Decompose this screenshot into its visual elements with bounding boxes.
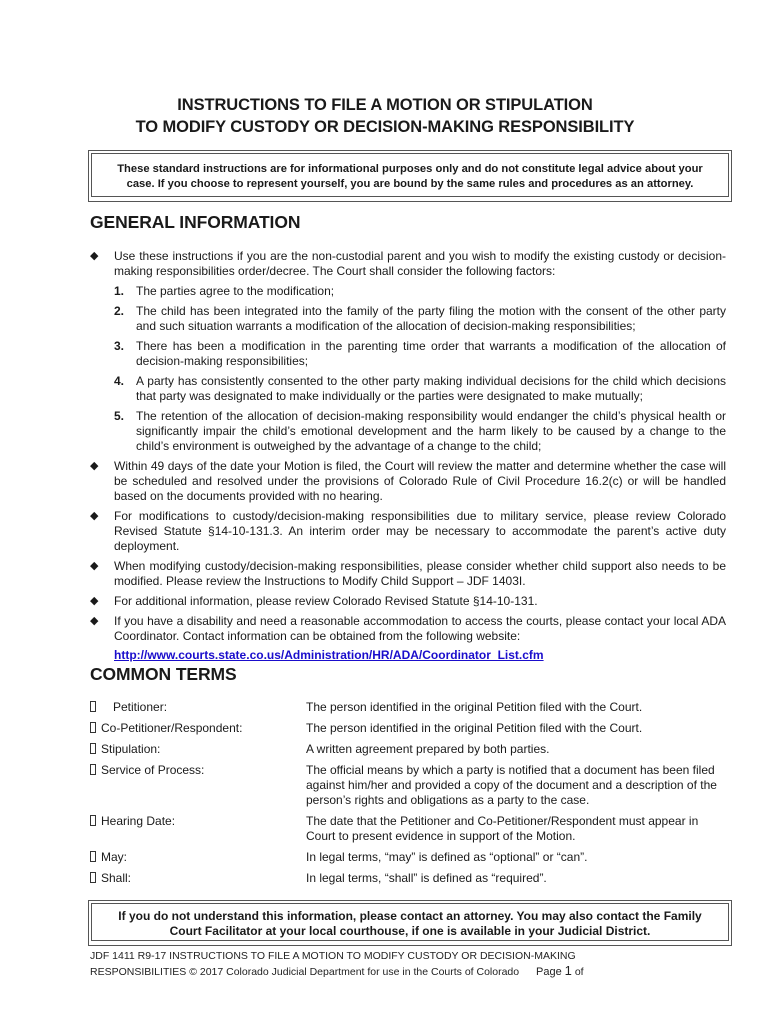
diamond-bullet-icon: ◆ [90,460,99,472]
contact-attorney-box [88,900,732,946]
contact-line-2: Court Facilitator at your local courthouse, if one is available in your Judicial District. [169,924,651,938]
title-line-2: TO MODIFY CUSTODY OR DECISION-MAKING RESPONSIBILITY [135,118,635,136]
diamond-bullet-icon: ◆ [90,510,99,522]
bullet-item: ◆ If you have a disability and need a reasonable accommodation to access the courts, please contact your local ADA Coordinator. Contact information can be obtained from the following website: http://www.courts.state.co.us/Administration/HR/ADA/Coordinator_List.cfm [90,614,726,662]
title-line-1: INSTRUCTIONS TO FILE A MOTION OR STIPULATION [177,96,593,114]
diamond-bullet-icon: ◆ [90,250,99,262]
common-terms-heading: COMMON TERMS [90,664,237,684]
disclaimer-box [88,150,732,202]
contact-line-1: If you do not understand this information, please contact an attorney. You may also contact the Family [118,909,702,923]
checkbox-glyph-icon [90,701,96,712]
bullet-item: ◆ When modifying custody/decision-making responsibilities, please consider whether child support also needs to be modified. Please review the Instructions to Modify Child Support – JDF 1403I. [90,559,726,588]
term-row: Co-Petitioner/Respondent: The person identified in the original Petition filed with the Court. [90,721,730,736]
general-information-heading: GENERAL INFORMATION [90,212,301,232]
term-row: Stipulation: A written agreement prepared by both parties. [90,742,730,757]
factor-item-2: 2. The child has been integrated into the family of the party filing the motion with the consent of the other party and such situation warrants a modification of the allocation of decision-making responsibilities; [114,304,726,333]
factor-item-3: 3. There has been a modification in the parenting time order that warrants a modification of the allocation of decision-making responsibilities; [114,339,726,368]
footer-line-1: JDF 1411 R9-17 INSTRUCTIONS TO FILE A MOTION TO MODIFY CUSTODY OR DECISION-MAKING [90,950,576,962]
disclaimer-line-1: These standard instructions are for informational purposes only and do not constitute legal advice about your [117,163,703,175]
factor-item-4: 4. A party has consistently consented to the other party making individual decisions for the child which decisions that party was designated to make individually or the parties were designated to make mutually; [114,374,726,403]
diamond-bullet-icon: ◆ [90,615,99,627]
term-row: Hearing Date: The date that the Petitioner and Co-Petitioner/Respondent must appear in Court to present evidence in support of the Motion. [90,814,730,844]
factor-item-5: 5. The retention of the allocation of decision-making responsibility would endanger the child’s physical health or significantly impair the child’s emotional development and the harm likely to be caused by a change to the child’s environment is outweighed by the advantage of a change to the child; [114,409,726,453]
checkbox-glyph-icon [90,815,96,826]
bullet-item: ◆ Use these instructions if you are the non-custodial parent and you wish to modify the existing custody or decision-making responsibilities order/decree. The Court shall consider the following factors: [90,249,726,278]
bullet-item: ◆ For modifications to custody/decision-making responsibilities due to military service, please review Colorado Revised Statute §14-10-131.3. An interim order may be necessary to accommodate the parent’s active duty deployment. [90,509,726,553]
diamond-bullet-icon: ◆ [90,560,99,572]
ada-coordinator-link[interactable]: http://www.courts.state.co.us/Administration/HR/ADA/Coordinator_List.cfm [114,648,544,662]
page-number: 1 [564,962,572,978]
diamond-bullet-icon: ◆ [90,595,99,607]
bullet-item: ◆ For additional information, please review Colorado Revised Statute §14-10-131. [90,594,538,608]
checkbox-glyph-icon [90,743,96,754]
page-of: of [574,965,584,978]
general-information-section [90,249,726,668]
checkbox-glyph-icon [90,872,96,883]
term-row: Shall: In legal terms, “shall” is defined as “required”. [90,871,730,886]
checkbox-glyph-icon [90,764,96,775]
checkbox-glyph-icon [90,851,96,862]
factor-item-1: 1. The parties agree to the modification; [114,284,335,298]
common-terms-list [90,700,730,892]
term-row: May: In legal terms, “may” is defined as “optional” or “can”. [90,850,730,865]
disclaimer-line-2: case. If you choose to represent yourself, you are bound by the same rules and procedures as an attorney. [126,178,694,190]
page-footer [90,950,584,979]
term-row: Service of Process: The official means by which a party is notified that a document has been filed against him/her and provided a copy of the document and a description of the person’s rights and obligations as a party to the case. [90,763,730,808]
page-label: Page [536,965,562,978]
term-row: Petitioner: The person identified in the original Petition filed with the Court. [90,700,730,715]
document-title [0,94,770,138]
bullet-item: ◆ Within 49 days of the date your Motion is filed, the Court will review the matter and determine whether the case will be scheduled and resolved under the provisions of Colorado Rule of Civil Procedure 16.2(c) or will be handled based on the documents provided with no hearing. [90,459,726,503]
checkbox-glyph-icon [90,722,96,733]
footer-line-2: RESPONSIBILITIES © 2017 Colorado Judicial Department for use in the Courts of Colorado [90,965,520,978]
